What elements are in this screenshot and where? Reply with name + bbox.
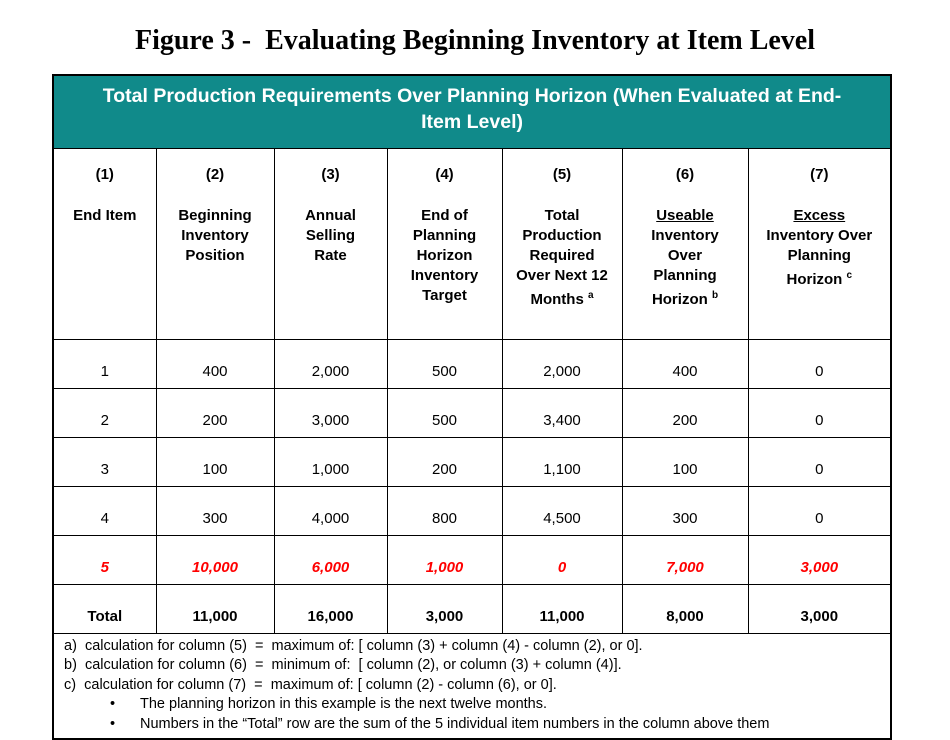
table-cell: 300 [156,486,274,535]
table-cell: 4,500 [502,486,622,535]
table-cell: 3,000 [387,584,502,633]
bullet-text: Numbers in the “Total” row are the sum of the 5 individual item numbers in the column above them [140,715,770,732]
column-number: (3) [321,165,340,183]
figure-title: Figure 3 - Evaluating Beginning Inventory at Item Level [134,25,816,56]
table-cell: 100 [622,437,748,486]
column-header [274,148,387,339]
bullet-item [60,695,884,715]
table-cell: 1,000 [274,437,387,486]
column-label: Annual Selling Rate [305,206,356,264]
footnote-row [53,633,891,739]
column-header [387,148,502,339]
table-banner: Total Production Requirements Over Planning Horizon (When Evaluated at End-Item Level) [53,75,891,149]
bullet-text: The planning horizon in this example is the next twelve months. [140,696,548,713]
table-cell: 800 [387,486,502,535]
table-cell: 3,000 [748,535,891,584]
table-cell: 3 [53,437,156,486]
column-number: (7) [810,165,829,183]
column-header-row [53,148,891,339]
table-cell: 200 [622,388,748,437]
table-cell: 5 [53,535,156,584]
column-number: (6) [675,165,695,183]
table-cell: 16,000 [274,584,387,633]
table-cell: 400 [156,339,274,388]
column-header [53,148,156,339]
column-header [156,148,274,339]
column-number: (4) [435,165,454,183]
table-cell: 2,000 [274,339,387,388]
inventory-table [52,74,892,740]
table-cell: 0 [502,535,622,584]
table-row [53,437,891,486]
table-body [53,339,891,633]
column-number: (2) [205,165,225,183]
footnote-line: c) calculation for column (7) = maximum of: [ column (2) - column (6), or 0]. [64,676,557,693]
table-cell: 4 [53,486,156,535]
column-label: Beginning Inventory Position [178,206,252,264]
table-cell: 500 [387,339,502,388]
table-cell: 100 [156,437,274,486]
banner-row [53,75,891,149]
table-cell: 10,000 [156,535,274,584]
table-cell: 3,000 [748,584,891,633]
table-row [53,584,891,633]
column-header [748,148,891,339]
bullet-icon: • [110,696,116,713]
column-label: End of Planning Horizon Inventory Target [410,206,479,304]
table-cell: 2 [53,388,156,437]
table-cell: 200 [387,437,502,486]
table-cell: 300 [622,486,748,535]
table-cell: 6,000 [274,535,387,584]
column-label: Total Production Required Over Next 12 Months $^a$ [516,206,608,308]
table-cell: 0 [748,437,891,486]
column-label: Excess Inventory Over Planning Horizon $^c$ [766,206,873,288]
column-header [622,148,748,339]
table-cell: 400 [622,339,748,388]
table-cell: 3,400 [502,388,622,437]
table-cell: Total [53,584,156,633]
table-row [53,535,891,584]
footnotes-section [53,633,891,739]
footnote-line: b) calculation for column (6) = minimum of: [ column (2), or column (3) + column (4)]. [64,657,622,674]
table-cell: 4,000 [274,486,387,535]
footnote-line: a) calculation for column (5) = maximum of: [ column (3) + column (4) - column (2), or 0]. [64,637,643,654]
bullet-item [60,715,884,735]
table-cell: 0 [748,388,891,437]
table-cell: 11,000 [502,584,622,633]
table-cell: 1,100 [502,437,622,486]
table-cell: 3,000 [274,388,387,437]
table-cell: 0 [748,339,891,388]
table-cell: 1,000 [387,535,502,584]
column-number: (5) [552,165,572,183]
table-row [53,388,891,437]
table-cell: 8,000 [622,584,748,633]
table-cell: 500 [387,388,502,437]
table-cell: 7,000 [622,535,748,584]
column-label: Useable Inventory Over Planning Horizon $^b$ [651,206,719,308]
table-cell: 11,000 [156,584,274,633]
table-cell: 2,000 [502,339,622,388]
table-row [53,486,891,535]
column-header [502,148,622,339]
table-cell: 0 [748,486,891,535]
table-cell: 1 [53,339,156,388]
table-cell: 200 [156,388,274,437]
column-label: End Item [73,206,137,224]
table-row [53,339,891,388]
bullet-icon: • [110,715,116,732]
column-number: (1) [95,165,114,183]
